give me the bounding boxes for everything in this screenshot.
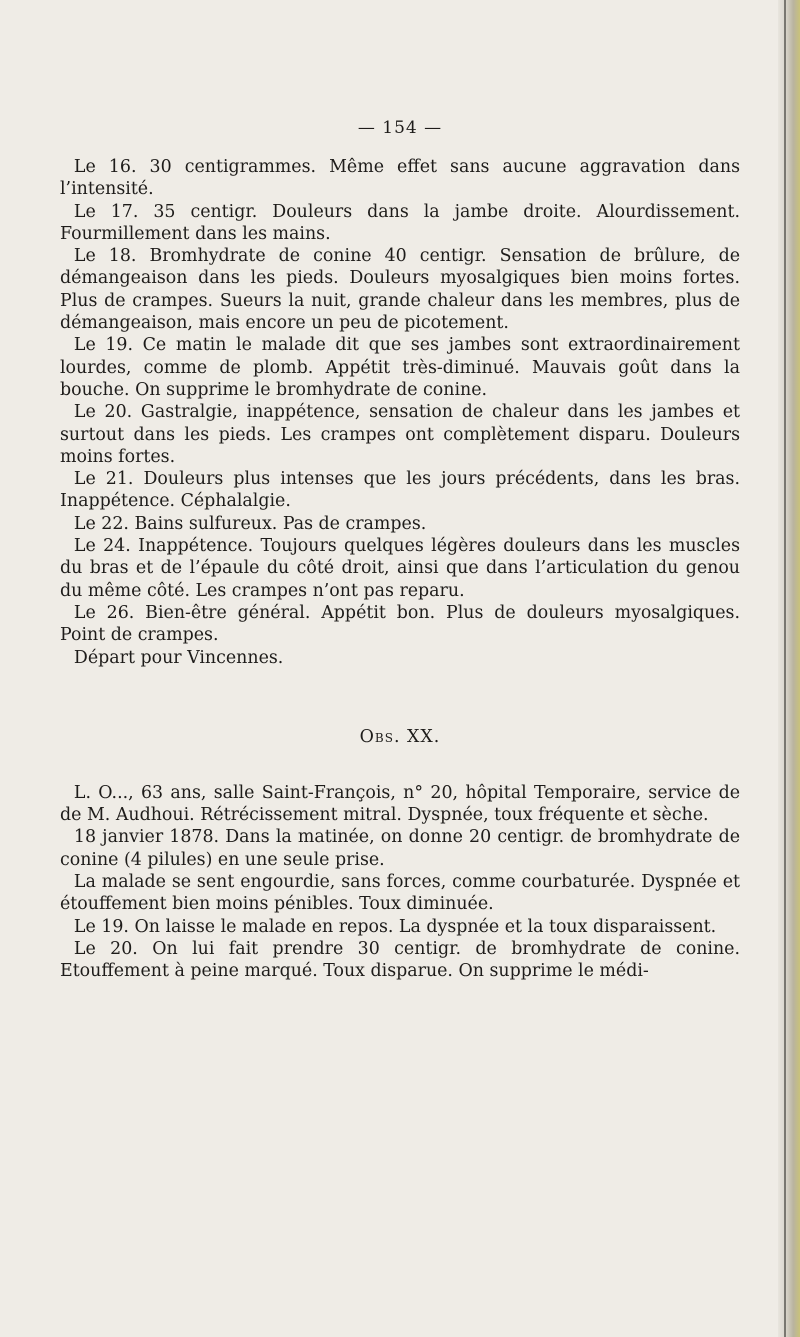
paragraph-day-24: Le 24. Inappétence. Toujours quelques légères douleurs dans les muscles du bras et de l’épaule du côté droit, ainsi que dans l’articulation du genou du même côté. Les crampes n’ont pas reparu. <box>60 536 740 601</box>
page-edge <box>778 0 800 1337</box>
paragraph-day-19: Le 19. Ce matin le malade dit que ses jambes sont extraordinairement lourdes, comme de plomb. Appétit très-diminué. Mauvais goût dans la bouche. On supprime le bromhydrate de conine. <box>60 335 740 400</box>
paragraph-day-20: Le 20. Gastralgie, inappétence, sensation de chaleur dans les jambes et surtout dans les pieds. Les crampes ont complètement disparu. Douleurs moins fortes. <box>60 402 740 467</box>
paragraph-patient-intro: L. O..., 63 ans, salle Saint-François, n° 20, hôpital Temporaire, service de de M. Audhoui. Rétrécissement mitral. Dyspnée, toux fréquente et sèche. <box>60 782 740 826</box>
paragraph-day-22: Le 22. Bains sulfureux. Pas de crampes. <box>73 513 427 534</box>
page-edge-shadow <box>784 0 786 1337</box>
observation-title <box>60 727 740 749</box>
paragraph-day-18: Le 18. Bromhydrate de conine 40 centigr. Sensation de brûlure, de démangeaison dans les pieds. Douleurs myosalgiques bien moins fortes. Plus de crampes. Sueurs la nuit, grande chaleur dans les membres, plus de démangeaison, mais encore un peu de picotement. <box>60 246 740 334</box>
paragraph-january-18: 18 janvier 1878. Dans la matinée, on donne 20 centigr. de bromhydrate de conine (4 pilules) en une seule prise. <box>60 827 740 870</box>
paragraph-departure: Départ pour Vincennes. <box>73 647 284 668</box>
observation-title-text: Obs. XX. <box>359 726 441 747</box>
paragraph-day-17: Le 17. 35 centigr. Douleurs dans la jambe droite. Alourdissement. Fourmillement dans les mains. <box>60 201 740 244</box>
paragraph-day-20-obs: Le 20. On lui fait prendre 30 centigr. de bromhydrate de conine. Etouffement à peine marqué. Toux disparue. On supprime le médi- <box>60 938 740 982</box>
paragraph-symptoms: La malade se sent engourdie, sans forces, comme courbaturée. Dyspnée et étouffement bien moins pénibles. Toux diminuée. <box>60 872 740 915</box>
paragraph-day-19-obs: Le 19. On laisse le malade en repos. La dyspnée et la toux disparaissent. <box>73 916 717 937</box>
paragraph-day-26: Le 26. Bien-être général. Appétit bon. Plus de douleurs myosalgiques. Point de crampes. <box>60 602 740 646</box>
paragraph-day-21: Le 21. Douleurs plus intenses que les jours précédents, dans les bras. Inappétence. Céphalalgie. <box>60 469 740 512</box>
book-page <box>60 118 740 983</box>
paragraph-day-16: Le 16. 30 centigrammes. Même effet sans aucune aggravation dans l’intensité. <box>60 157 740 200</box>
page-number: — 154 — <box>357 118 443 138</box>
